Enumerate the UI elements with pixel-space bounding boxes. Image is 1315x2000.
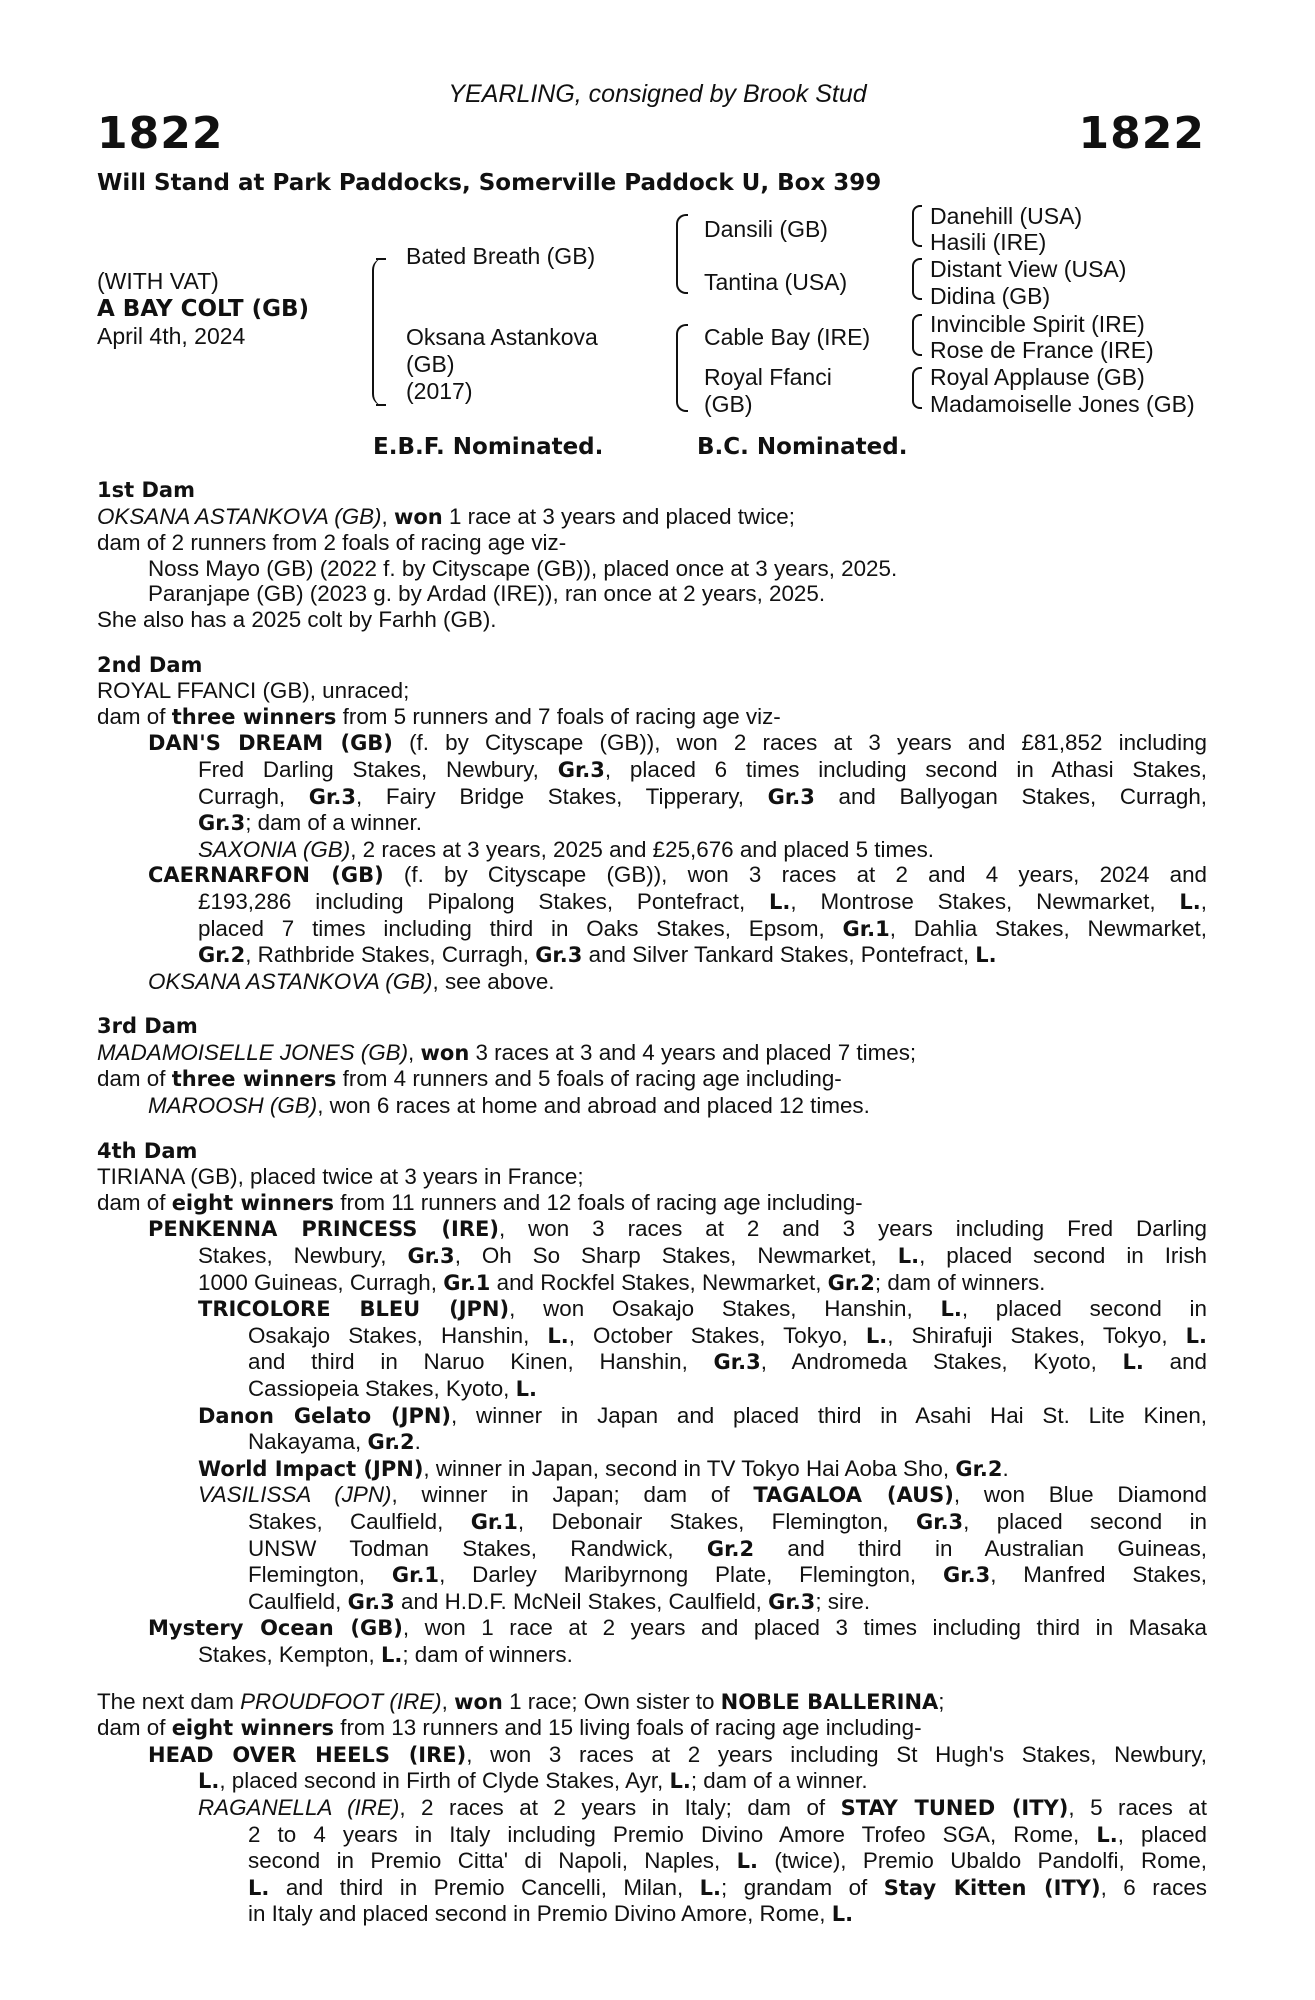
record-line bbox=[97, 1403, 1207, 1430]
bold-text: Gr.1 bbox=[443, 1270, 491, 1295]
plain-text: ; dam of a winner. bbox=[690, 1768, 868, 1794]
plain-text: , Manfred Stakes, bbox=[990, 1562, 1207, 1588]
record-line bbox=[97, 581, 1207, 607]
plain-text: dam of bbox=[97, 703, 172, 729]
plain-text: 1 race at 3 years and placed twice; bbox=[442, 503, 795, 529]
plain-text: ROYAL FFANCI (GB), unraced; bbox=[97, 678, 410, 704]
record-line bbox=[97, 969, 1207, 995]
dam-sire-dam: Rose de France (IRE) bbox=[930, 337, 1154, 363]
bold-text: Gr.3 bbox=[767, 784, 815, 809]
plain-text: , placed second in Firth of Clyde Stakes, Ayr, bbox=[219, 1768, 670, 1794]
record-line bbox=[97, 530, 1207, 556]
plain-text: , 6 races bbox=[1100, 1874, 1208, 1900]
plain-text: dam of bbox=[97, 1189, 172, 1215]
plain-text: , Rathbride Stakes, Curragh, bbox=[245, 942, 536, 968]
bold-text: L. bbox=[198, 1769, 220, 1794]
plain-text: , won 1 race at 2 years and placed 3 times including third in Masaka bbox=[402, 1615, 1208, 1641]
bold-text: Gr.1 bbox=[842, 916, 890, 941]
record-line bbox=[97, 730, 1207, 757]
plain-text: from 11 runners and 12 foals of racing age including- bbox=[334, 1189, 863, 1215]
sire: Bated Breath (GB) bbox=[406, 243, 596, 269]
plain-text: , Dahlia Stakes, Newmarket, bbox=[889, 915, 1207, 941]
ebf-nominated: E.B.F. Nominated. bbox=[373, 434, 604, 460]
plain-text: and third in Naruo Kinen, Hanshin, bbox=[248, 1349, 714, 1375]
italic-text: OKSANA ASTANKOVA (GB) bbox=[97, 503, 382, 529]
record-line bbox=[97, 1768, 1207, 1795]
record-line bbox=[97, 1429, 1207, 1456]
plain-text: , winner in Japan, second in TV Tokyo Hai Aoba Sho, bbox=[423, 1455, 956, 1481]
plain-text: Osakajo Stakes, Hanshin, bbox=[248, 1322, 548, 1348]
dam-dam-line-2: (GB) bbox=[704, 391, 753, 417]
plain-text: , Andromeda Stakes, Kyoto, bbox=[760, 1349, 1123, 1375]
plain-text: 1000 Guineas, Curragh, bbox=[198, 1269, 444, 1295]
bold-text: Gr.3 bbox=[535, 943, 583, 968]
italic-text: PROUDFOOT (IRE) bbox=[240, 1688, 442, 1714]
plain-text: UNSW Todman Stakes, Randwick, bbox=[248, 1535, 707, 1561]
bold-text: Gr.3 bbox=[347, 1589, 395, 1614]
record-line bbox=[97, 1875, 1207, 1902]
bold-text: Gr.2 bbox=[367, 1430, 415, 1455]
bold-text: L. bbox=[975, 943, 997, 968]
record-line bbox=[97, 1376, 1207, 1403]
plain-text: , Debonair Stakes, Flemington, bbox=[517, 1508, 916, 1534]
record-line bbox=[97, 1093, 1207, 1119]
plain-text: , winner in Japan and placed third in Asahi Hai St. Lite Kinen, bbox=[451, 1402, 1208, 1428]
plain-text: , placed second in bbox=[961, 1296, 1207, 1322]
plain-text: ; bbox=[938, 1688, 945, 1714]
plain-text: ; dam of winners. bbox=[402, 1641, 573, 1667]
plain-text: and third in Australian Guineas, bbox=[754, 1535, 1207, 1561]
record-line bbox=[97, 1822, 1207, 1849]
bold-text: TRICOLORE BLEU (JPN) bbox=[198, 1297, 510, 1322]
plain-text: The next dam bbox=[97, 1688, 241, 1714]
plain-text: from 13 runners and 15 living foals of racing age including- bbox=[334, 1715, 922, 1741]
section-heading: 4th Dam bbox=[97, 1138, 198, 1163]
dam-section bbox=[97, 1139, 1207, 1669]
bold-text: L. bbox=[547, 1323, 569, 1348]
bold-text: Gr.3 bbox=[557, 757, 605, 782]
pedigree-brace-gen1-bottom bbox=[376, 404, 386, 406]
bold-text: Gr.3 bbox=[915, 1509, 964, 1534]
dam-line-2: (GB) bbox=[406, 351, 455, 377]
plain-text: Cassiopeia Stakes, Kyoto, bbox=[248, 1376, 516, 1401]
plain-text: , placed second in bbox=[963, 1508, 1207, 1534]
plain-text: , bbox=[441, 1688, 455, 1714]
record-line bbox=[97, 862, 1207, 889]
plain-text: , 2 races at 3 years, 2025 and £25,676 and placed 5 times. bbox=[350, 836, 934, 862]
record-line bbox=[97, 504, 1207, 531]
bold-text: Stay Kitten (ITY) bbox=[883, 1875, 1101, 1900]
plain-text: (f. by Cityscape (GB)), won 3 races at 2 and 4 years, 2024 and bbox=[383, 862, 1207, 888]
plain-text: 1 race; Own sister to bbox=[502, 1688, 721, 1714]
record-line bbox=[97, 889, 1207, 916]
plain-text: Stakes, Kempton, bbox=[198, 1641, 381, 1667]
bold-text: L. bbox=[1185, 1323, 1207, 1348]
bold-text: three winners bbox=[171, 704, 337, 729]
plain-text: Caulfield, bbox=[248, 1588, 348, 1614]
dam-dam-line-1: Royal Ffanci bbox=[704, 364, 832, 390]
bold-text: Gr.3 bbox=[407, 1244, 455, 1269]
record-line bbox=[97, 1190, 1207, 1217]
dam-line-1: Oksana Astankova bbox=[406, 324, 598, 350]
sire-sire: Dansili (GB) bbox=[704, 216, 828, 242]
record-line bbox=[97, 1349, 1207, 1376]
plain-text: and Silver Tankard Stakes, Pontefract, bbox=[582, 942, 976, 968]
bold-text: HEAD OVER HEELS (IRE) bbox=[148, 1742, 467, 1767]
record-line bbox=[97, 1689, 1207, 1716]
bold-text: Mystery Ocean (GB) bbox=[148, 1616, 403, 1641]
dam-sections bbox=[97, 478, 1207, 1928]
pedigree-brace-gen1-top bbox=[376, 258, 386, 260]
plain-text: , Montrose Stakes, Newmarket, bbox=[790, 888, 1180, 914]
plain-text: , Shirafuji Stakes, Tokyo, bbox=[887, 1322, 1186, 1348]
plain-text: , won Blue Diamond bbox=[953, 1482, 1207, 1508]
bold-text: STAY TUNED (ITY) bbox=[840, 1795, 1069, 1820]
record-line bbox=[97, 704, 1207, 731]
plain-text: Paranjape (GB) (2023 g. by Ardad (IRE)), ran once at 2 years, 2025. bbox=[148, 581, 826, 607]
plain-text: , won 6 races at home and abroad and placed 12 times. bbox=[317, 1093, 870, 1119]
pedigree-brace-gen3-3 bbox=[912, 314, 922, 356]
italic-text: MADAMOISELLE JONES (GB) bbox=[97, 1039, 409, 1065]
bold-text: L. bbox=[1122, 1350, 1144, 1375]
bold-text: L. bbox=[380, 1642, 403, 1667]
dam-sire: Cable Bay (IRE) bbox=[704, 324, 871, 350]
bold-text: Gr.2 bbox=[827, 1270, 875, 1295]
dam-section bbox=[97, 478, 1207, 633]
record-line bbox=[97, 607, 1207, 633]
plain-text: , placed bbox=[1117, 1821, 1207, 1847]
sire-dam: Tantina (USA) bbox=[704, 269, 848, 295]
italic-text: RAGANELLA (IRE) bbox=[198, 1794, 400, 1820]
plain-text: from 4 runners and 5 foals of racing age including- bbox=[336, 1066, 842, 1092]
pedigree-brace-gen3-1 bbox=[912, 205, 922, 247]
plain-text: placed 7 times including third in Oaks Stakes, Epsom, bbox=[198, 915, 843, 941]
plain-text: ; grandam of bbox=[721, 1874, 884, 1900]
plain-text: 3 races at 3 and 4 years and placed 7 times; bbox=[469, 1039, 917, 1065]
record-line bbox=[97, 1456, 1207, 1483]
plain-text: . bbox=[1002, 1455, 1009, 1481]
lot-number-left: 1822 bbox=[97, 108, 224, 159]
bold-text: L. bbox=[669, 1769, 691, 1794]
plain-text: ; sire. bbox=[815, 1588, 871, 1614]
plain-text: dam of bbox=[97, 1066, 172, 1092]
bold-text: eight winners bbox=[171, 1716, 335, 1741]
italic-text: SAXONIA (GB) bbox=[198, 836, 351, 862]
record-line bbox=[97, 678, 1207, 704]
bold-text: DAN'S DREAM (GB) bbox=[148, 731, 393, 756]
sire-sire-dam: Hasili (IRE) bbox=[930, 229, 1047, 255]
plain-text: , bbox=[1200, 888, 1207, 914]
bc-nominated: B.C. Nominated. bbox=[697, 434, 908, 460]
bold-text: won bbox=[454, 1689, 503, 1714]
record-line bbox=[97, 784, 1207, 811]
bold-text: L. bbox=[1179, 889, 1201, 914]
record-line bbox=[97, 916, 1207, 943]
plain-text: second in Premio Citta' di Napoli, Naples, bbox=[248, 1848, 737, 1874]
bold-text: L. bbox=[515, 1377, 537, 1401]
record-line bbox=[97, 1715, 1207, 1742]
lot-number-right: 1822 bbox=[1078, 108, 1205, 159]
plain-text: , 2 races at 2 years in Italy; dam of bbox=[399, 1794, 841, 1820]
dam-section bbox=[97, 1014, 1207, 1118]
consignment-line: YEARLING, consigned by Brook Stud bbox=[448, 80, 867, 108]
record-line bbox=[97, 1509, 1207, 1536]
section-heading: 2nd Dam bbox=[97, 652, 203, 677]
foaling-date: April 4th, 2024 bbox=[97, 323, 246, 349]
pedigree-brace-gen1 bbox=[372, 258, 388, 406]
section-heading: 1st Dam bbox=[97, 478, 195, 502]
record-line bbox=[97, 1589, 1207, 1616]
record-line bbox=[97, 1562, 1207, 1589]
plain-text: . bbox=[414, 1429, 421, 1455]
record-line bbox=[97, 1536, 1207, 1563]
bold-text: eight winners bbox=[171, 1190, 335, 1215]
pedigree-brace-dam bbox=[676, 324, 688, 412]
plain-text: , 5 races at bbox=[1068, 1794, 1207, 1820]
bold-text: L. bbox=[831, 1902, 854, 1927]
bold-text: Gr.3 bbox=[713, 1350, 761, 1375]
record-line bbox=[97, 1848, 1207, 1875]
plain-text: dam of bbox=[97, 1715, 172, 1741]
plain-text: and H.D.F. McNeil Stakes, Caulfield, bbox=[394, 1588, 769, 1614]
plain-text: from 5 runners and 7 foals of racing age viz- bbox=[336, 703, 781, 729]
plain-text: ; dam of winners. bbox=[874, 1269, 1046, 1295]
dam-dam-dam: Madamoiselle Jones (GB) bbox=[930, 391, 1195, 417]
bold-text: L. bbox=[1096, 1822, 1118, 1847]
section-heading: 3rd Dam bbox=[97, 1014, 198, 1039]
bold-text: L. bbox=[940, 1297, 962, 1322]
plain-text: , Darley Maribyrnong Plate, Flemington, bbox=[439, 1562, 944, 1588]
record-line bbox=[97, 1901, 1207, 1928]
sire-dam-dam: Didina (GB) bbox=[930, 283, 1051, 309]
plain-text: and Rockfel Stakes, Newmarket, bbox=[490, 1269, 828, 1295]
plain-text: , October Stakes, Tokyo, bbox=[568, 1322, 866, 1348]
bold-text: Gr.3 bbox=[768, 1589, 816, 1614]
plain-text: , see above. bbox=[432, 968, 555, 994]
plain-text: , won 3 races at 2 and 3 years including Fred Darling bbox=[498, 1216, 1207, 1242]
plain-text: Fred Darling Stakes, Newbury, bbox=[198, 756, 558, 782]
italic-text: MAROOSH (GB) bbox=[148, 1093, 318, 1119]
plain-text: and Ballyogan Stakes, Curragh, bbox=[814, 783, 1207, 809]
italic-text: OKSANA ASTANKOVA (GB) bbox=[148, 968, 433, 994]
bold-text: TAGALOA (AUS) bbox=[753, 1483, 954, 1508]
record-line bbox=[97, 1040, 1207, 1067]
plain-text: , won Osakajo Stakes, Hanshin, bbox=[509, 1296, 941, 1322]
bold-text: L. bbox=[769, 889, 791, 914]
dam-sire-sire: Invincible Spirit (IRE) bbox=[930, 311, 1145, 337]
bold-text: L. bbox=[736, 1849, 758, 1874]
plain-text: , placed second in Irish bbox=[919, 1243, 1207, 1269]
horse-name: A BAY COLT (GB) bbox=[97, 296, 310, 322]
plain-text: TIRIANA (GB), placed twice at 3 years in France; bbox=[97, 1164, 584, 1190]
plain-text: , bbox=[408, 1039, 421, 1065]
plain-text: (twice), Premio Ubaldo Pandolfi, Rome, bbox=[757, 1848, 1207, 1874]
dam-dam-sire: Royal Applause (GB) bbox=[930, 364, 1145, 390]
record-line bbox=[97, 1642, 1207, 1669]
bold-text: Gr.3 bbox=[308, 784, 356, 809]
pedigree-brace-sire bbox=[676, 214, 688, 294]
bold-text: Danon Gelato (JPN) bbox=[198, 1403, 452, 1428]
record-line bbox=[97, 1742, 1207, 1769]
pedigree-brace-gen3-2 bbox=[912, 258, 922, 300]
bold-text: L. bbox=[897, 1244, 920, 1269]
plain-text: ; dam of a winner. bbox=[245, 810, 422, 836]
record-line bbox=[97, 556, 1207, 582]
bold-text: Gr.1 bbox=[391, 1563, 440, 1588]
plain-text: , won 3 races at 2 years including St Hugh's Stakes, Newbury, bbox=[466, 1741, 1208, 1767]
dam-line-3: (2017) bbox=[406, 378, 473, 404]
italic-text: VASILISSA (JPN) bbox=[198, 1482, 392, 1508]
record-line bbox=[97, 837, 1207, 863]
plain-text: dam of 2 runners from 2 foals of racing age viz- bbox=[97, 530, 567, 556]
bold-text: Gr.1 bbox=[470, 1509, 518, 1534]
bold-text: World Impact (JPN) bbox=[198, 1456, 424, 1481]
bold-text: Gr.2 bbox=[198, 943, 246, 968]
dam-section bbox=[97, 1689, 1207, 1928]
record-line bbox=[97, 1243, 1207, 1270]
bold-text: L. bbox=[865, 1323, 888, 1348]
bold-text: L. bbox=[699, 1875, 722, 1900]
bold-text: PENKENNA PRINCESS (IRE) bbox=[148, 1217, 499, 1242]
plain-text: , bbox=[381, 503, 394, 529]
sire-dam-sire: Distant View (USA) bbox=[930, 256, 1127, 282]
bold-text: won bbox=[393, 504, 443, 529]
record-line bbox=[97, 757, 1207, 784]
bold-text: won bbox=[420, 1040, 470, 1065]
plain-text: and bbox=[1143, 1349, 1207, 1375]
bold-text: three winners bbox=[171, 1067, 337, 1092]
bold-text: L. bbox=[248, 1875, 270, 1900]
record-line bbox=[97, 1795, 1207, 1822]
bold-text: Gr.3 bbox=[198, 811, 246, 836]
plain-text: 2 to 4 years in Italy including Premio Divino Amore Trofeo SGA, Rome, bbox=[248, 1821, 1097, 1847]
stable-location: Will Stand at Park Paddocks, Somerville Paddock U, Box 399 bbox=[97, 170, 882, 196]
plain-text: , Oh So Sharp Stakes, Newmarket, bbox=[454, 1243, 898, 1269]
vat-note: (WITH VAT) bbox=[97, 268, 219, 294]
plain-text: Curragh, bbox=[198, 783, 309, 809]
record-line bbox=[97, 942, 1207, 969]
record-line bbox=[97, 1615, 1207, 1642]
plain-text: Stakes, Caulfield, bbox=[248, 1508, 471, 1534]
bold-text: Gr.2 bbox=[706, 1536, 755, 1561]
pedigree-brace-gen3-4 bbox=[912, 367, 922, 409]
dam-section bbox=[97, 653, 1207, 995]
record-line bbox=[97, 1323, 1207, 1350]
plain-text: Noss Mayo (GB) (2022 f. by Cityscape (GB)), placed once at 3 years, 2025. bbox=[148, 555, 898, 581]
sire-sire-sire: Danehill (USA) bbox=[930, 203, 1083, 229]
plain-text: Nakayama, bbox=[248, 1429, 368, 1455]
record-line bbox=[97, 1270, 1207, 1297]
plain-text: Flemington, bbox=[248, 1562, 392, 1588]
plain-text: Stakes, Newbury, bbox=[198, 1243, 408, 1269]
bold-text: CAERNARFON (GB) bbox=[148, 863, 384, 888]
record-line bbox=[97, 1296, 1207, 1323]
record-line bbox=[97, 1216, 1207, 1243]
plain-text: , Fairy Bridge Stakes, Tipperary, bbox=[356, 783, 768, 809]
plain-text: She also has a 2025 colt by Farhh (GB). bbox=[97, 606, 497, 632]
record-line bbox=[97, 1066, 1207, 1093]
record-line bbox=[97, 1164, 1207, 1190]
bold-text: Gr.3 bbox=[943, 1563, 991, 1588]
plain-text: , placed 6 times including second in Athasi Stakes, bbox=[604, 756, 1208, 782]
plain-text: £193,286 including Pipalong Stakes, Pontefract, bbox=[198, 888, 770, 914]
plain-text: , winner in Japan; dam of bbox=[391, 1482, 754, 1508]
record-line bbox=[97, 1482, 1207, 1509]
bold-text: NOBLE BALLERINA bbox=[720, 1689, 939, 1714]
plain-text: (f. by Cityscape (GB)), won 2 races at 3 years and £81,852 including bbox=[392, 730, 1207, 756]
plain-text: in Italy and placed second in Premio Divino Amore, Rome, bbox=[248, 1901, 832, 1927]
bold-text: Gr.2 bbox=[955, 1456, 1003, 1481]
plain-text: and third in Premio Cancelli, Milan, bbox=[269, 1874, 700, 1900]
record-line bbox=[97, 810, 1207, 837]
